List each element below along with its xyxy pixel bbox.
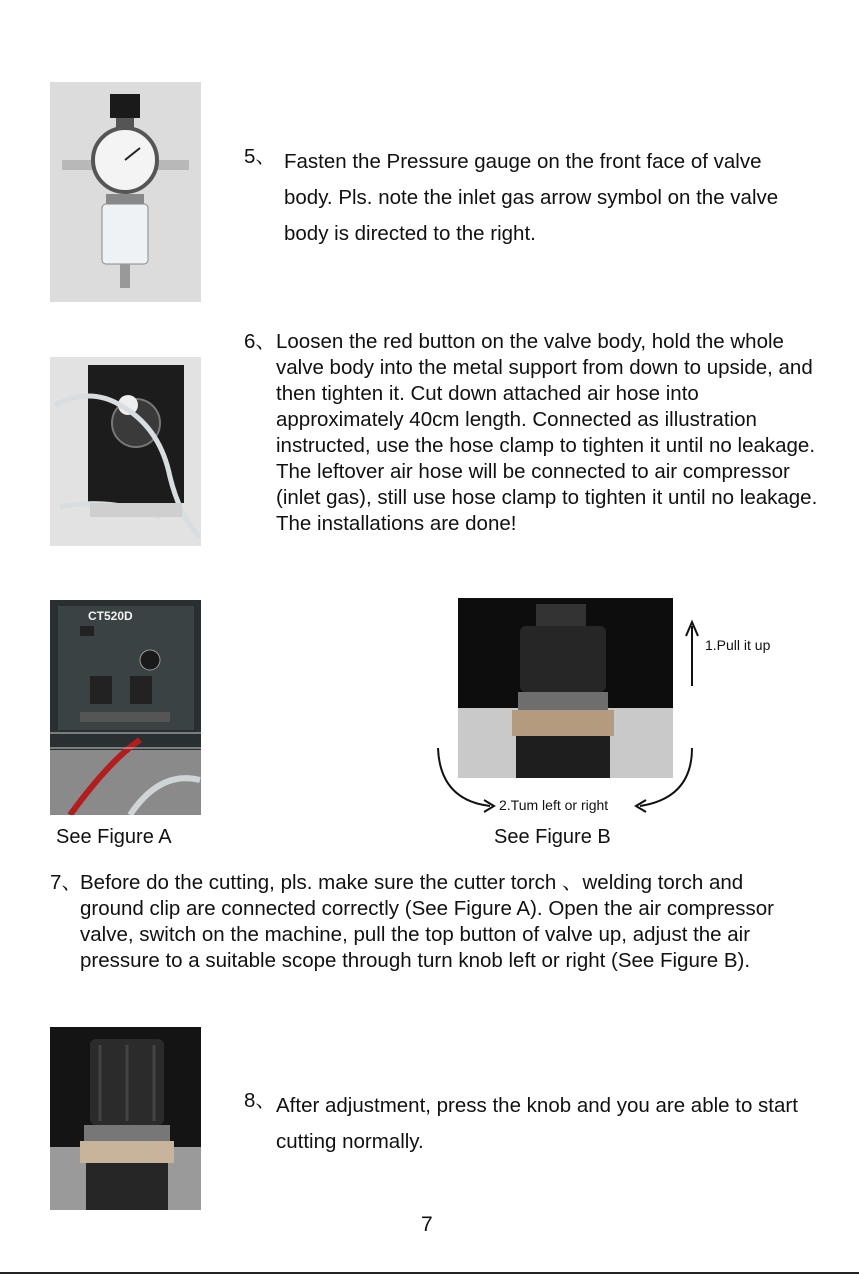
figure-a-caption: See Figure A bbox=[56, 826, 172, 848]
regulator-illustration bbox=[50, 82, 201, 302]
figure-a-photo bbox=[50, 600, 201, 815]
step-8 bbox=[244, 1088, 804, 1160]
regulator-photo bbox=[50, 82, 201, 302]
step-6-text: Loosen the red button on the valve body, hold the whole valve body into the metal support from down to upside, and then tighten it. Cut down attached air hose into approximately 40cm length. Connected as illustration instructed, use the hose clamp to tighten it until no leakage. The leftover air hose will be connected to air compressor (inlet gas), still use hose clamp to tighten it until no leakage. The installations are done! bbox=[276, 330, 818, 535]
step-7-number: 7、 bbox=[50, 871, 82, 894]
step-5-text: Fasten the Pressure gauge on the front face of valve body. Pls. note the inlet gas arrow symbol on the valve body is directed to the right. bbox=[284, 150, 779, 245]
step-6-number: 6、 bbox=[244, 330, 276, 353]
step-7 bbox=[50, 870, 790, 974]
figure-b-arrows bbox=[430, 610, 710, 820]
machine-hose-photo bbox=[50, 357, 201, 546]
page-number: 7 bbox=[421, 1213, 433, 1236]
figure-b-pull-label: 1.Pull it up bbox=[705, 637, 771, 653]
figure-b-turn-label: 2.Tum left or right bbox=[499, 797, 609, 813]
machine-hose-illustration bbox=[50, 357, 201, 546]
figure-b-caption: See Figure B bbox=[494, 826, 611, 848]
step-5-number: 5、 bbox=[244, 145, 276, 168]
figure-a-illustration bbox=[50, 600, 201, 815]
knob-photo bbox=[50, 1027, 201, 1210]
knob-illustration bbox=[50, 1027, 201, 1210]
figure-a-model-label: CT520D bbox=[88, 609, 133, 623]
step-8-text: After adjustment, press the knob and you are able to start cutting normally. bbox=[276, 1094, 798, 1153]
bottom-rule bbox=[0, 1272, 859, 1274]
step-5 bbox=[244, 144, 814, 252]
step-6 bbox=[244, 329, 824, 537]
step-8-number: 8、 bbox=[244, 1089, 276, 1112]
step-7-text: Before do the cutting, pls. make sure the cutter torch 、welding torch and ground clip are connected correctly (See Figure A). Open the air compressor valve, switch on the machine, pull the top button of valve up, adjust the air pressure to a suitable scope through turn knob left or right (See Figure B). bbox=[80, 871, 774, 972]
